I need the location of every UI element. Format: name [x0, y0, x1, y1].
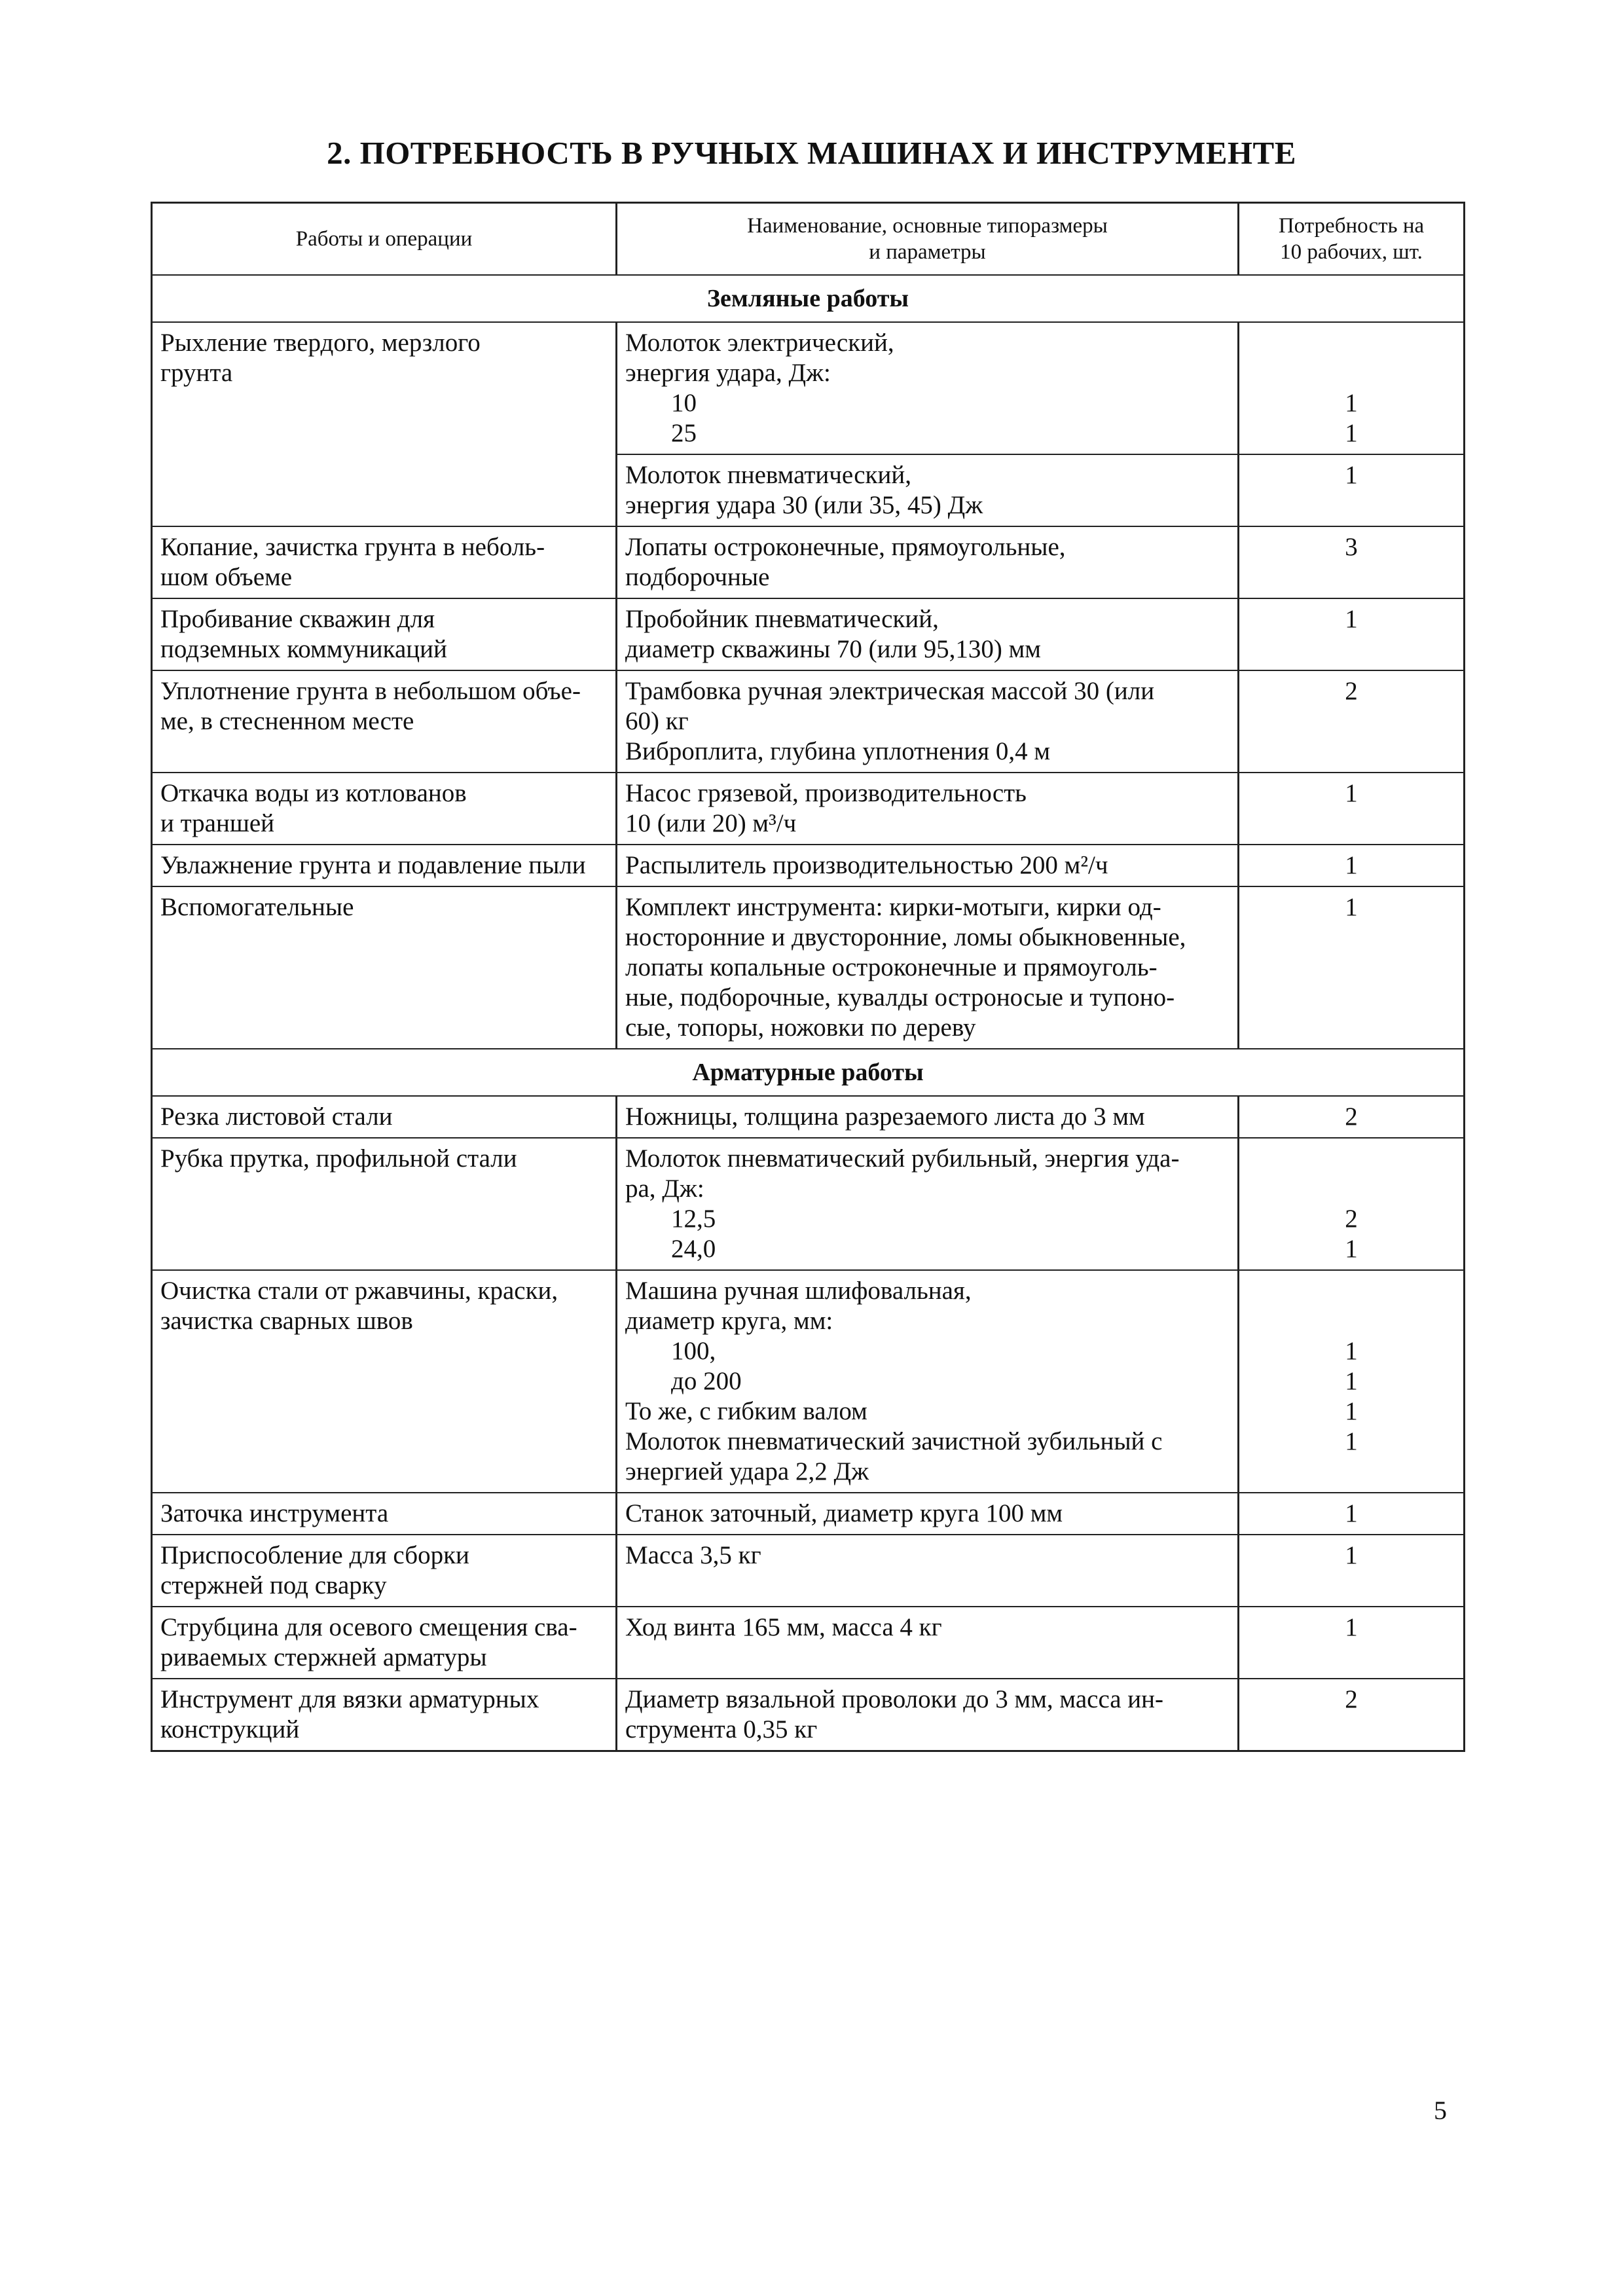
item-line: диаметр скважины 70 (или 95,130) мм [625, 635, 1041, 663]
requirements-table [151, 202, 1465, 1752]
item-line: 10 [671, 389, 697, 417]
quantity-value: 1 [1345, 1367, 1358, 1395]
operation-cell [153, 671, 617, 772]
quantity-block [1239, 1097, 1463, 1137]
quantity-value: 1 [1345, 1235, 1358, 1263]
item-line: Молоток пневматический рубильный, энергия уда- [625, 1144, 1180, 1173]
quantity-cell [1239, 1535, 1463, 1606]
quantity-value [1247, 1306, 1455, 1336]
table-row [153, 1607, 1463, 1679]
quantity-value: 1 [1345, 1541, 1358, 1569]
quantity-cell [1239, 671, 1463, 772]
quantity-block [1239, 527, 1463, 598]
quantity-cell [1239, 845, 1463, 886]
operation-line: Вспомогательные [160, 893, 354, 921]
quantity-value: 1 [1345, 1397, 1358, 1425]
item-line: Виброплита, глубина уплотнения 0,4 м [625, 737, 1051, 765]
operation-line: Приспособление для сборки [160, 1541, 469, 1569]
quantity-block [1239, 1535, 1463, 1606]
header-name-line: и параметры [869, 240, 986, 264]
quantity-value: 2 [1345, 677, 1358, 705]
quantity-value: 1 [1345, 605, 1358, 633]
operation-line: Резка листовой стали [160, 1102, 393, 1131]
name-cell [617, 845, 1239, 886]
name-cell [617, 1535, 1239, 1606]
table-header [153, 204, 1463, 276]
operation-line: шом объеме [160, 563, 293, 591]
quantity-value: 1 [1345, 779, 1358, 807]
header-need-line: Потребность на [1278, 214, 1425, 238]
item-line: Насос грязевой, производительность [625, 779, 1027, 807]
item-line: диаметр круга, мм: [625, 1307, 833, 1335]
operation-line: зачистка сварных швов [160, 1307, 413, 1335]
operation-line: Очистка стали от ржавчины, краски, [160, 1277, 558, 1305]
name-cell [617, 527, 1239, 598]
name-cell [617, 599, 1239, 670]
operation-line: конструкций [160, 1715, 300, 1743]
name-cell [617, 1607, 1239, 1678]
table-row [153, 671, 1463, 773]
item-line: лопаты копальные остроконечные и прямоуголь- [625, 953, 1158, 981]
quantity-cell [1239, 1271, 1463, 1492]
quantity-block [1239, 887, 1463, 1048]
item-line: Молоток электрический, [625, 329, 894, 357]
quantity-cell [1239, 1679, 1463, 1750]
quantity-block [1239, 1493, 1463, 1534]
header-name-line: Наименование, основные типоразмеры [747, 214, 1108, 238]
name-cell [617, 1097, 1239, 1137]
name-cell [617, 773, 1239, 844]
operation-cell [153, 1139, 617, 1269]
quantity-cell [1239, 1097, 1463, 1137]
quantity-block [1239, 599, 1463, 670]
table-body [153, 276, 1463, 1750]
operation-cell [153, 1535, 617, 1606]
item-line: энергия удара 30 (или 35, 45) Дж [625, 491, 983, 519]
page-number: 5 [1434, 2096, 1447, 2125]
quantity-cell [1239, 887, 1463, 1048]
operation-line: Рыхление твердого, мерзлого [160, 329, 481, 357]
table-row [153, 1271, 1463, 1493]
operation-line: риваемых стержней арматуры [160, 1643, 487, 1671]
operation-line: и траншей [160, 809, 275, 837]
quantity-value [1247, 1144, 1455, 1174]
item-line: 10 (или 20) м³/ч [625, 809, 797, 837]
item-line: 12,5 [671, 1205, 716, 1233]
item-line: Пробойник пневматический, [625, 605, 939, 633]
operation-line: Увлажнение грунта и подавление пыли [160, 851, 586, 879]
operation-line: Уплотнение грунта в небольшом объе- [160, 677, 581, 705]
operation-line: Рубка прутка, профильной стали [160, 1144, 517, 1173]
item-line: 24,0 [671, 1235, 716, 1263]
item-block [617, 323, 1237, 455]
quantity-value: 1 [1345, 893, 1358, 921]
item-line: сые, топоры, ножовки по дереву [625, 1013, 976, 1042]
operation-line: подземных коммуникаций [160, 635, 447, 663]
quantity-value [1247, 1174, 1455, 1204]
item-line: подборочные [625, 563, 770, 591]
item-block [617, 671, 1237, 772]
section-title: Арматурные работы [153, 1049, 1463, 1097]
operation-line: стержней под сварку [160, 1571, 387, 1599]
item-line: Трамбовка ручная электрическая массой 30 (или [625, 677, 1155, 705]
item-block [617, 599, 1237, 670]
quantity-cell [1239, 1139, 1463, 1269]
item-block [617, 1535, 1237, 1606]
quantity-value [1247, 1276, 1455, 1306]
operation-cell [153, 1271, 617, 1492]
item-line: 60) кг [625, 707, 689, 735]
item-block [617, 887, 1237, 1048]
item-line: Лопаты остроконечные, прямоугольные, [625, 533, 1066, 561]
operation-line: грунта [160, 359, 233, 387]
quantity-block [1239, 1271, 1463, 1492]
table-row [153, 845, 1463, 887]
operation-cell [153, 1607, 617, 1678]
header-operations [153, 204, 617, 274]
table-row [153, 1679, 1463, 1750]
item-block [617, 1607, 1237, 1678]
quantity-block [1239, 1139, 1463, 1269]
name-cell [617, 887, 1239, 1048]
item-line: струмента 0,35 кг [625, 1715, 818, 1743]
operation-cell [153, 1097, 617, 1137]
item-line: Масса 3,5 кг [625, 1541, 761, 1569]
quantity-value: 1 [1345, 1613, 1358, 1641]
item-line: 25 [671, 419, 697, 447]
operation-cell [153, 599, 617, 670]
header-need-line: 10 рабочих, шт. [1280, 240, 1423, 264]
item-block [617, 455, 1237, 526]
item-line: до 200 [671, 1367, 742, 1395]
name-cell [617, 323, 1239, 526]
item-line: Молоток пневматический, [625, 461, 911, 489]
item-block [617, 1679, 1237, 1750]
quantity-block [1239, 455, 1463, 526]
table-row [153, 1139, 1463, 1271]
item-line: Машина ручная шлифовальная, [625, 1277, 972, 1305]
item-line: энергия удара, Дж: [625, 359, 831, 387]
operation-cell [153, 1679, 617, 1750]
quantity-value [1247, 1457, 1455, 1487]
item-line: Ножницы, толщина разрезаемого листа до 3 мм [625, 1102, 1145, 1131]
operation-line: Струбцина для осевого смещения сва- [160, 1613, 577, 1641]
item-line: ра, Дж: [625, 1175, 704, 1203]
operation-cell [153, 527, 617, 598]
operation-cell [153, 1493, 617, 1534]
operation-line: Пробивание скважин для [160, 605, 435, 633]
quantity-value: 2 [1345, 1205, 1358, 1233]
item-line: То же, с гибким валом [625, 1397, 867, 1425]
operation-line: Заточка инструмента [160, 1499, 389, 1527]
operation-line: ме, в стесненном месте [160, 707, 414, 735]
item-block [617, 1493, 1237, 1534]
quantity-cell [1239, 527, 1463, 598]
item-line: энергией удара 2,2 Дж [625, 1457, 869, 1485]
quantity-cell [1239, 1607, 1463, 1678]
operation-cell [153, 887, 617, 1048]
name-cell [617, 1139, 1239, 1269]
quantity-cell [1239, 1493, 1463, 1534]
table-row [153, 599, 1463, 671]
name-cell [617, 1271, 1239, 1492]
quantity-block [1239, 845, 1463, 886]
table-row [153, 527, 1463, 599]
table-row [153, 887, 1463, 1049]
header-need [1239, 204, 1463, 274]
section-title: Земляные работы [153, 276, 1463, 323]
quantity-value: 2 [1345, 1102, 1358, 1131]
quantity-value: 1 [1345, 389, 1358, 417]
operation-line: Инструмент для вязки арматурных [160, 1685, 539, 1713]
operation-line: Копание, зачистка грунта в неболь- [160, 533, 545, 561]
item-line: Распылитель производительностью 200 м²/ч [625, 851, 1108, 879]
quantity-block [1239, 773, 1463, 844]
table-row [153, 1097, 1463, 1139]
item-block [617, 527, 1237, 598]
item-block [617, 1097, 1237, 1137]
quantity-value: 1 [1345, 851, 1358, 879]
item-block [617, 773, 1237, 844]
item-line: 100, [671, 1337, 716, 1365]
quantity-value: 1 [1345, 461, 1358, 489]
quantity-value: 1 [1345, 1427, 1358, 1455]
quantity-value [1247, 328, 1455, 358]
table-row [153, 1535, 1463, 1607]
item-line: ные, подборочные, кувалды остроносые и тупоно- [625, 983, 1175, 1011]
table-row [153, 323, 1463, 527]
quantity-value: 1 [1345, 419, 1358, 447]
item-line: носторонние и двусторонние, ломы обыкновенные, [625, 923, 1186, 951]
operation-cell [153, 323, 617, 526]
item-line: Комплект инструмента: кирки-мотыги, кирки од- [625, 893, 1161, 921]
table-row [153, 1493, 1463, 1535]
name-cell [617, 1679, 1239, 1750]
quantity-cell [1239, 599, 1463, 670]
header-name [617, 204, 1239, 274]
quantity-block [1239, 323, 1463, 455]
name-cell [617, 1493, 1239, 1534]
operation-cell [153, 773, 617, 844]
quantity-value [1247, 358, 1455, 388]
quantity-cell [1239, 773, 1463, 844]
item-line: Станок заточный, диаметр круга 100 мм [625, 1499, 1063, 1527]
header-operations-label: Работы и операции [295, 227, 473, 251]
quantity-value: 1 [1345, 1337, 1358, 1365]
item-line: Молоток пневматический зачистной зубильный с [625, 1427, 1163, 1455]
quantity-block [1239, 1607, 1463, 1678]
quantity-value: 3 [1345, 533, 1358, 561]
quantity-block [1239, 1679, 1463, 1750]
page-title: 2. ПОТРЕБНОСТЬ В РУЧНЫХ МАШИНАХ И ИНСТРУМЕНТЕ [327, 135, 1296, 171]
table-row [153, 773, 1463, 845]
quantity-value: 1 [1345, 1499, 1358, 1527]
item-block [617, 1139, 1237, 1269]
quantity-value: 2 [1345, 1685, 1358, 1713]
name-cell [617, 671, 1239, 772]
item-line: Диаметр вязальной проволоки до 3 мм, масса ин- [625, 1685, 1164, 1713]
quantity-block [1239, 671, 1463, 772]
quantity-cell [1239, 323, 1463, 526]
item-block [617, 1271, 1237, 1492]
operation-line: Откачка воды из котлованов [160, 779, 467, 807]
operation-cell [153, 845, 617, 886]
item-block [617, 845, 1237, 886]
item-line: Ход винта 165 мм, масса 4 кг [625, 1613, 942, 1641]
